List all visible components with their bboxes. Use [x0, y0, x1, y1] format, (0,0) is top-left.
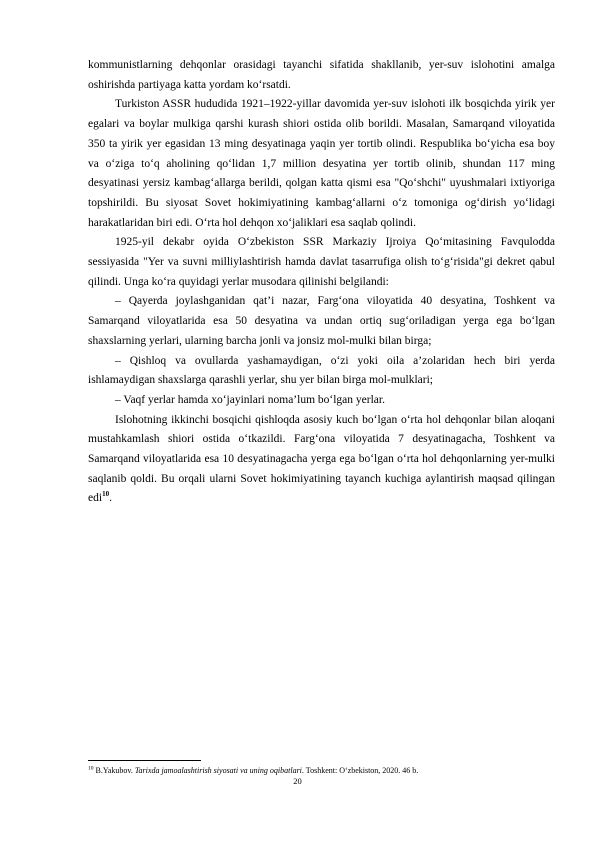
footnote-author: B.Yakubov.: [93, 766, 135, 775]
footnote-publication: . Toshkent: O‘zbekiston, 2020. 46 b.: [301, 766, 419, 775]
footnote-title: Tarixda jamoalashtirish siyosati va uning oqibatlari: [134, 766, 302, 775]
paragraph-7-text: Islohotning ikkinchi bosqichi qishloqda asosiy kuch bo‘lgan o‘rta hol dehqonlar bilan aloqani mustahkamlash shiori ostida o‘tkazildi. Farg‘ona viloyatida 7 desyatinagacha, Toshkent va Samarqand viloyatlarida esa 10 desyatinagacha yerga ega bo‘lgan o‘rta hol dehqonlarning yer-mulki saqlanib qoldi. Bu orqali ularni Sovet hokimiyatining tayanch kuchiga aylantirish maqsad qilingan edi: [88, 413, 555, 505]
paragraph-2: Turkiston ASSR hududida 1921–1922-yillar davomida yer-suv islohoti ilk bosqichda yirik yer egalari va boylar mulkiga qarshi kurash shiori ostida olib borildi. Masalan, Samarqand viloyatida 350 ta yirik yer egasidan 13 ming desyatinaga yaqin yer tortib olindi. Respublika bo‘yicha esa boy va o‘ziga to‘q aholining qo‘lidan 1,7 million desyatina yer tortib olinib, shundan 117 ming desyatinasi yersiz kambag‘allarga berildi, qolgan katta qismi esa "Qo‘shchi" uyushmalari ixtiyoriga topshirildi. Bu siyosat Sovet hokimiyatining kambag‘allarni o‘z tomoniga og‘dirish yo‘lidagi harakatlaridan biri edi. O‘rta hol dehqon xo‘jaliklari esa saqlab qolindi.: [88, 98, 555, 229]
footnote-reference[interactable]: 10: [102, 490, 110, 499]
list-item-3: – Vaqf yerlar hamda xo‘jayinlari noma’lum bo‘lgan yerlar.: [115, 393, 385, 406]
paragraph-7-end: .: [109, 492, 112, 505]
list-item-1: – Qayerda joylashganidan qat’i nazar, Farg‘ona viloyatida 40 desyatina, Toshkent va Samarqand viloyatlarida esa 50 desyatina va undan ortiq sug‘oriladigan yerga ega bo‘lgan shaxslarning yerlari, ularning barcha jonli va jonsiz mol-mulki bilan birga;: [88, 295, 555, 347]
page-number: 20: [293, 776, 302, 786]
footnote-number: 10: [88, 765, 94, 772]
body-text: [88, 56, 555, 509]
footnote-separator: [88, 760, 201, 761]
paragraph-7: [88, 411, 555, 510]
list-item-2: – Qishloq va ovullarda yashamaydigan, o‘zi yoki oila a’zolaridan hech biri yerda ishlamaydigan shaxslarga qarashli yerlar, shu yer bilan birga mol-mulklari;: [88, 354, 555, 387]
paragraph-1: kommunistlarning dehqonlar orasidagi tayanchi sifatida shakllanib, yer-suv islohotini amalga oshirishda partiyaga katta yordam ko‘rsatdi.: [88, 59, 555, 91]
paragraph-3: 1925-yil dekabr oyida O‘zbekiston SSR Markaziy Ijroiya Qo‘mitasining Favqulodda sessiyasida "Yer va suvni milliylashtirish hamda davlat tasarrufiga olish to‘g‘risida"gi dekret qabul qilindi. Unga ko‘ra quyidagi yerlar musodara qilinishi belgilandi:: [88, 236, 555, 288]
footnote: [88, 765, 555, 776]
